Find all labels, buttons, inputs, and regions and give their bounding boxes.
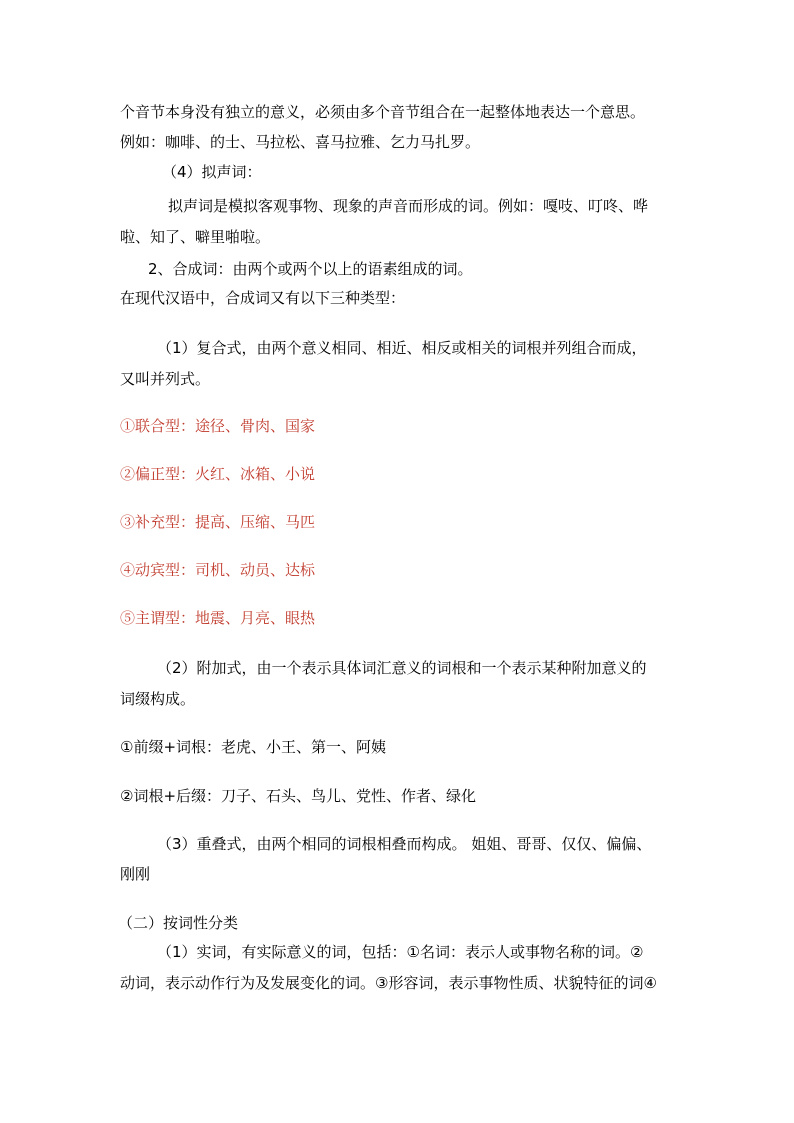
text-line: 词缀构成。 xyxy=(120,690,196,708)
text-line: （2）附加式，由一个表示具体词汇意义的词根和一个表示某种附加意义的 xyxy=(157,659,647,677)
list-item: ②偏正型：火红、冰箱、小说 xyxy=(120,465,316,483)
text-line: 又叫并列式。 xyxy=(120,370,211,388)
text-line: （3）重叠式，由两个相同的词根相叠而构成。 姐姐、哥哥、仅仅、偏偏、 xyxy=(157,835,652,853)
text-line: （1）实词，有实际意义的词，包括：①名词：表示人或事物名称的词。② xyxy=(157,943,644,961)
list-item: ④动宾型：司机、动员、达标 xyxy=(120,561,316,579)
text-line: 例如：咖啡、的士、马拉松、喜马拉雅、乞力马扎罗。 xyxy=(120,133,481,151)
text-line: 在现代汉语中，合成词又有以下三种类型： xyxy=(120,289,406,307)
text-line: （1）复合式，由两个意义相同、相近、相反或相关的词根并列组合而成， xyxy=(157,339,647,357)
text-line: 刚刚 xyxy=(120,865,151,883)
list-item: ⑤主谓型：地震、月亮、眼热 xyxy=(120,609,316,627)
section-heading: （二）按词性分类 xyxy=(118,914,239,932)
list-item: ②词根+后缀：刀子、石头、鸟儿、党性、作者、绿化 xyxy=(120,787,477,805)
list-item: ①联合型：途径、骨肉、国家 xyxy=(120,417,316,435)
text-line: 动词，表示动作行为及发展变化的词。③形容词，表示事物性质、状貌特征的词④ xyxy=(120,974,657,992)
subsection-heading: （4）拟声词： xyxy=(162,163,262,181)
list-item: ③补充型：提高、压缩、马匹 xyxy=(120,513,316,531)
text-line: 拟声词是模拟客观事物、现象的声音而形成的词。例如：嘎吱、叮咚、哗 xyxy=(168,197,649,215)
list-item: ①前缀+词根：老虎、小王、第一、阿姨 xyxy=(120,738,387,756)
section-heading: 2、合成词：由两个或两个以上的语素组成的词。 xyxy=(148,260,473,278)
text-line: 个音节本身没有独立的意义，必须由多个音节组合在一起整体地表达一个意思。 xyxy=(120,103,646,121)
text-line: 啦、知了、噼里啪啦。 xyxy=(120,228,271,246)
